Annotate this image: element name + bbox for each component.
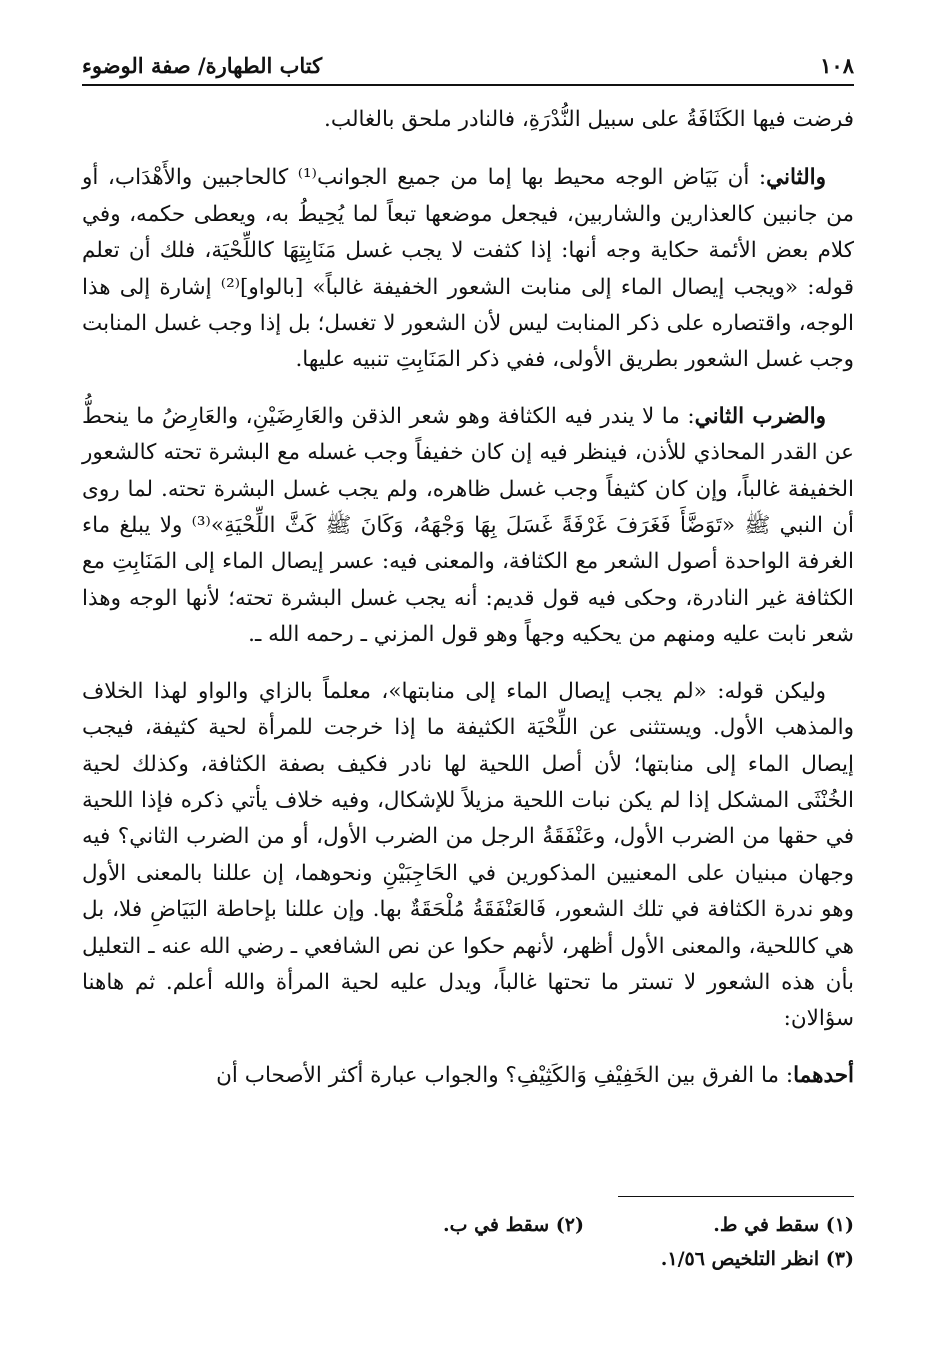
paragraph-1-text: فرضت فيها الكَثَافَةُ على سبيل النُّدْرَةِ، فالنادر ملحق بالغالب. — [324, 107, 854, 132]
footnote-rule — [618, 1196, 854, 1197]
paragraph-3-text: : ما لا يندر فيه الكثافة وهو شعر الذقن والعَارِضَيْنِ، والعَارِضُ ما ينحطُّ عن القدر المحاذي للأذن، فينظر فيه إن كان خفيفاً وجب غسله مع البشرة تحته كالشعور الخفيفة غالباً، وإن كان كثيفاً وجب غسل ظاهره، ولم يجب غسل البشرة تحته. لما روى أن النبي ﷺ «تَوَضَّأَ فَغَرَفَ غَرْفَةً غَسَلَ بِهَا وَجْهَهُ، وَكَانَ ﷺ كَثَّ اللِّحْيَةِ»⁽³⁾ ولا يبلغ ماء الغرفة الواحدة أصول الشعر مع الكثافة، والمعنى فيه: عسر إيصال الماء إلى المَنَابِتِ مع الكثافة غير النادرة، وحكى فيه قول قديم: أنه يجب غسل البشرة تحته؛ لأنها الوجه وهذا شعر نابت عليه ومنهم من يحكيه وجهاً وهو قول المزني ـ رحمه الله ـ. — [82, 403, 855, 648]
paragraph-2-text: : أن بَيَاض الوجه محيط بها إما من جميع الجوانب⁽¹⁾ كالحاجبين والأَهْدَاب، أو من جانبين كالعذارين والشاربين، فيجعل موضعها تبعاً لما يُحِيطُ به، ويعطى حكمه، وفي كلام بعض الأئمة حكاية وجه أنها: إذا كثفت لا يجب غسل مَنَابِتِهَا كاللِّحْيَة، فلك أن تعلم قوله: «ويجب إيصال الماء إلى منابت الشعور الخفيفة غالباً» [بالواو]⁽²⁾ إشارة إلى هذا الوجه، واقتصاره على ذكر المنابت ليس لأن الشعور لا تغسل؛ بل إذا وجب غسل المنابت وجب غسل الشعور بطريق الأولى، ففي ذكر المَنَابِتِ تنبيه عليها. — [82, 165, 854, 373]
paragraph-4 — [82, 674, 854, 1038]
footnote-2: (٢) سقط في ب. — [442, 1214, 584, 1236]
paragraph-5-text: : ما الفرق بين الخَفِيْفِ وَالكَثِيْفِ؟ والجواب عبارة أكثر الأصحاب أن — [216, 1062, 794, 1088]
footnotes — [300, 1208, 854, 1276]
page-number: ١٠٨ — [820, 53, 854, 78]
paragraph-3 — [82, 399, 854, 654]
paragraph-3-lead: والضرب الثاني — [694, 403, 826, 429]
paragraph-5 — [82, 1058, 854, 1094]
paragraph-1 — [82, 102, 854, 138]
running-header — [82, 40, 854, 78]
paragraph-5-lead: أحدهما — [793, 1062, 854, 1088]
footnote-row — [300, 1242, 854, 1276]
paragraph-2 — [82, 160, 854, 378]
header-rule — [82, 84, 854, 86]
running-title: كتاب الطهارة/ صفة الوضوء — [82, 53, 323, 78]
footnote-1: (١) سقط في ط. — [713, 1214, 854, 1236]
footnote-3: (٣) انظر التلخيص ١/٥٦. — [660, 1248, 854, 1270]
paragraph-2-lead: والثاني — [766, 165, 826, 191]
main-text — [82, 102, 854, 1114]
paragraph-4-text: وليكن قوله: «لم يجب إيصال الماء إلى منابتها»، معلماً بالزاي والواو لهذا الخلاف والمذهب الأول. ويستثنى عن اللِّحْيَة الكثيفة ما إذا خرجت للمرأة لحية كثيفة، فيجب إيصال الماء إلى منابتها؛ لأن أصل اللحية لها نادر فكيف بصفة الكثافة، وكذلك لحية الخُنْثَى المشكل إذا لم يكن نبات اللحية مزيلاً للإشكال، وفيه خلاف يأتي ذكره فإذا اللحية في حقها من الضرب الأول، وعَنْفَقَةُ الرجل من الضرب الأول، أو من الضرب الثاني؟ فيه وجهان مبنيان على المعنيين المذكورين في الحَاجِبَيْنِ ونحوهما، إن عللنا بالمعنى الأول وهو ندرة الكثافة في تلك الشعور، فَالعَنْفَقَةُ مُلْحَقَةٌ بها. وإن عللنا بإحاطة البَيَاضِ فلا، بل هي كاللحية، والمعنى الأول أظهر، لأنهم حكوا عن نص الشافعي ـ رضي الله عنه ـ التعليل بأن هذه الشعور لا تستر ما تحتها غالباً، ويدل عليه لحية المرأة والله أعلم. ثم هاهنا سؤالان: — [82, 678, 854, 1032]
footnote-row — [300, 1208, 854, 1242]
